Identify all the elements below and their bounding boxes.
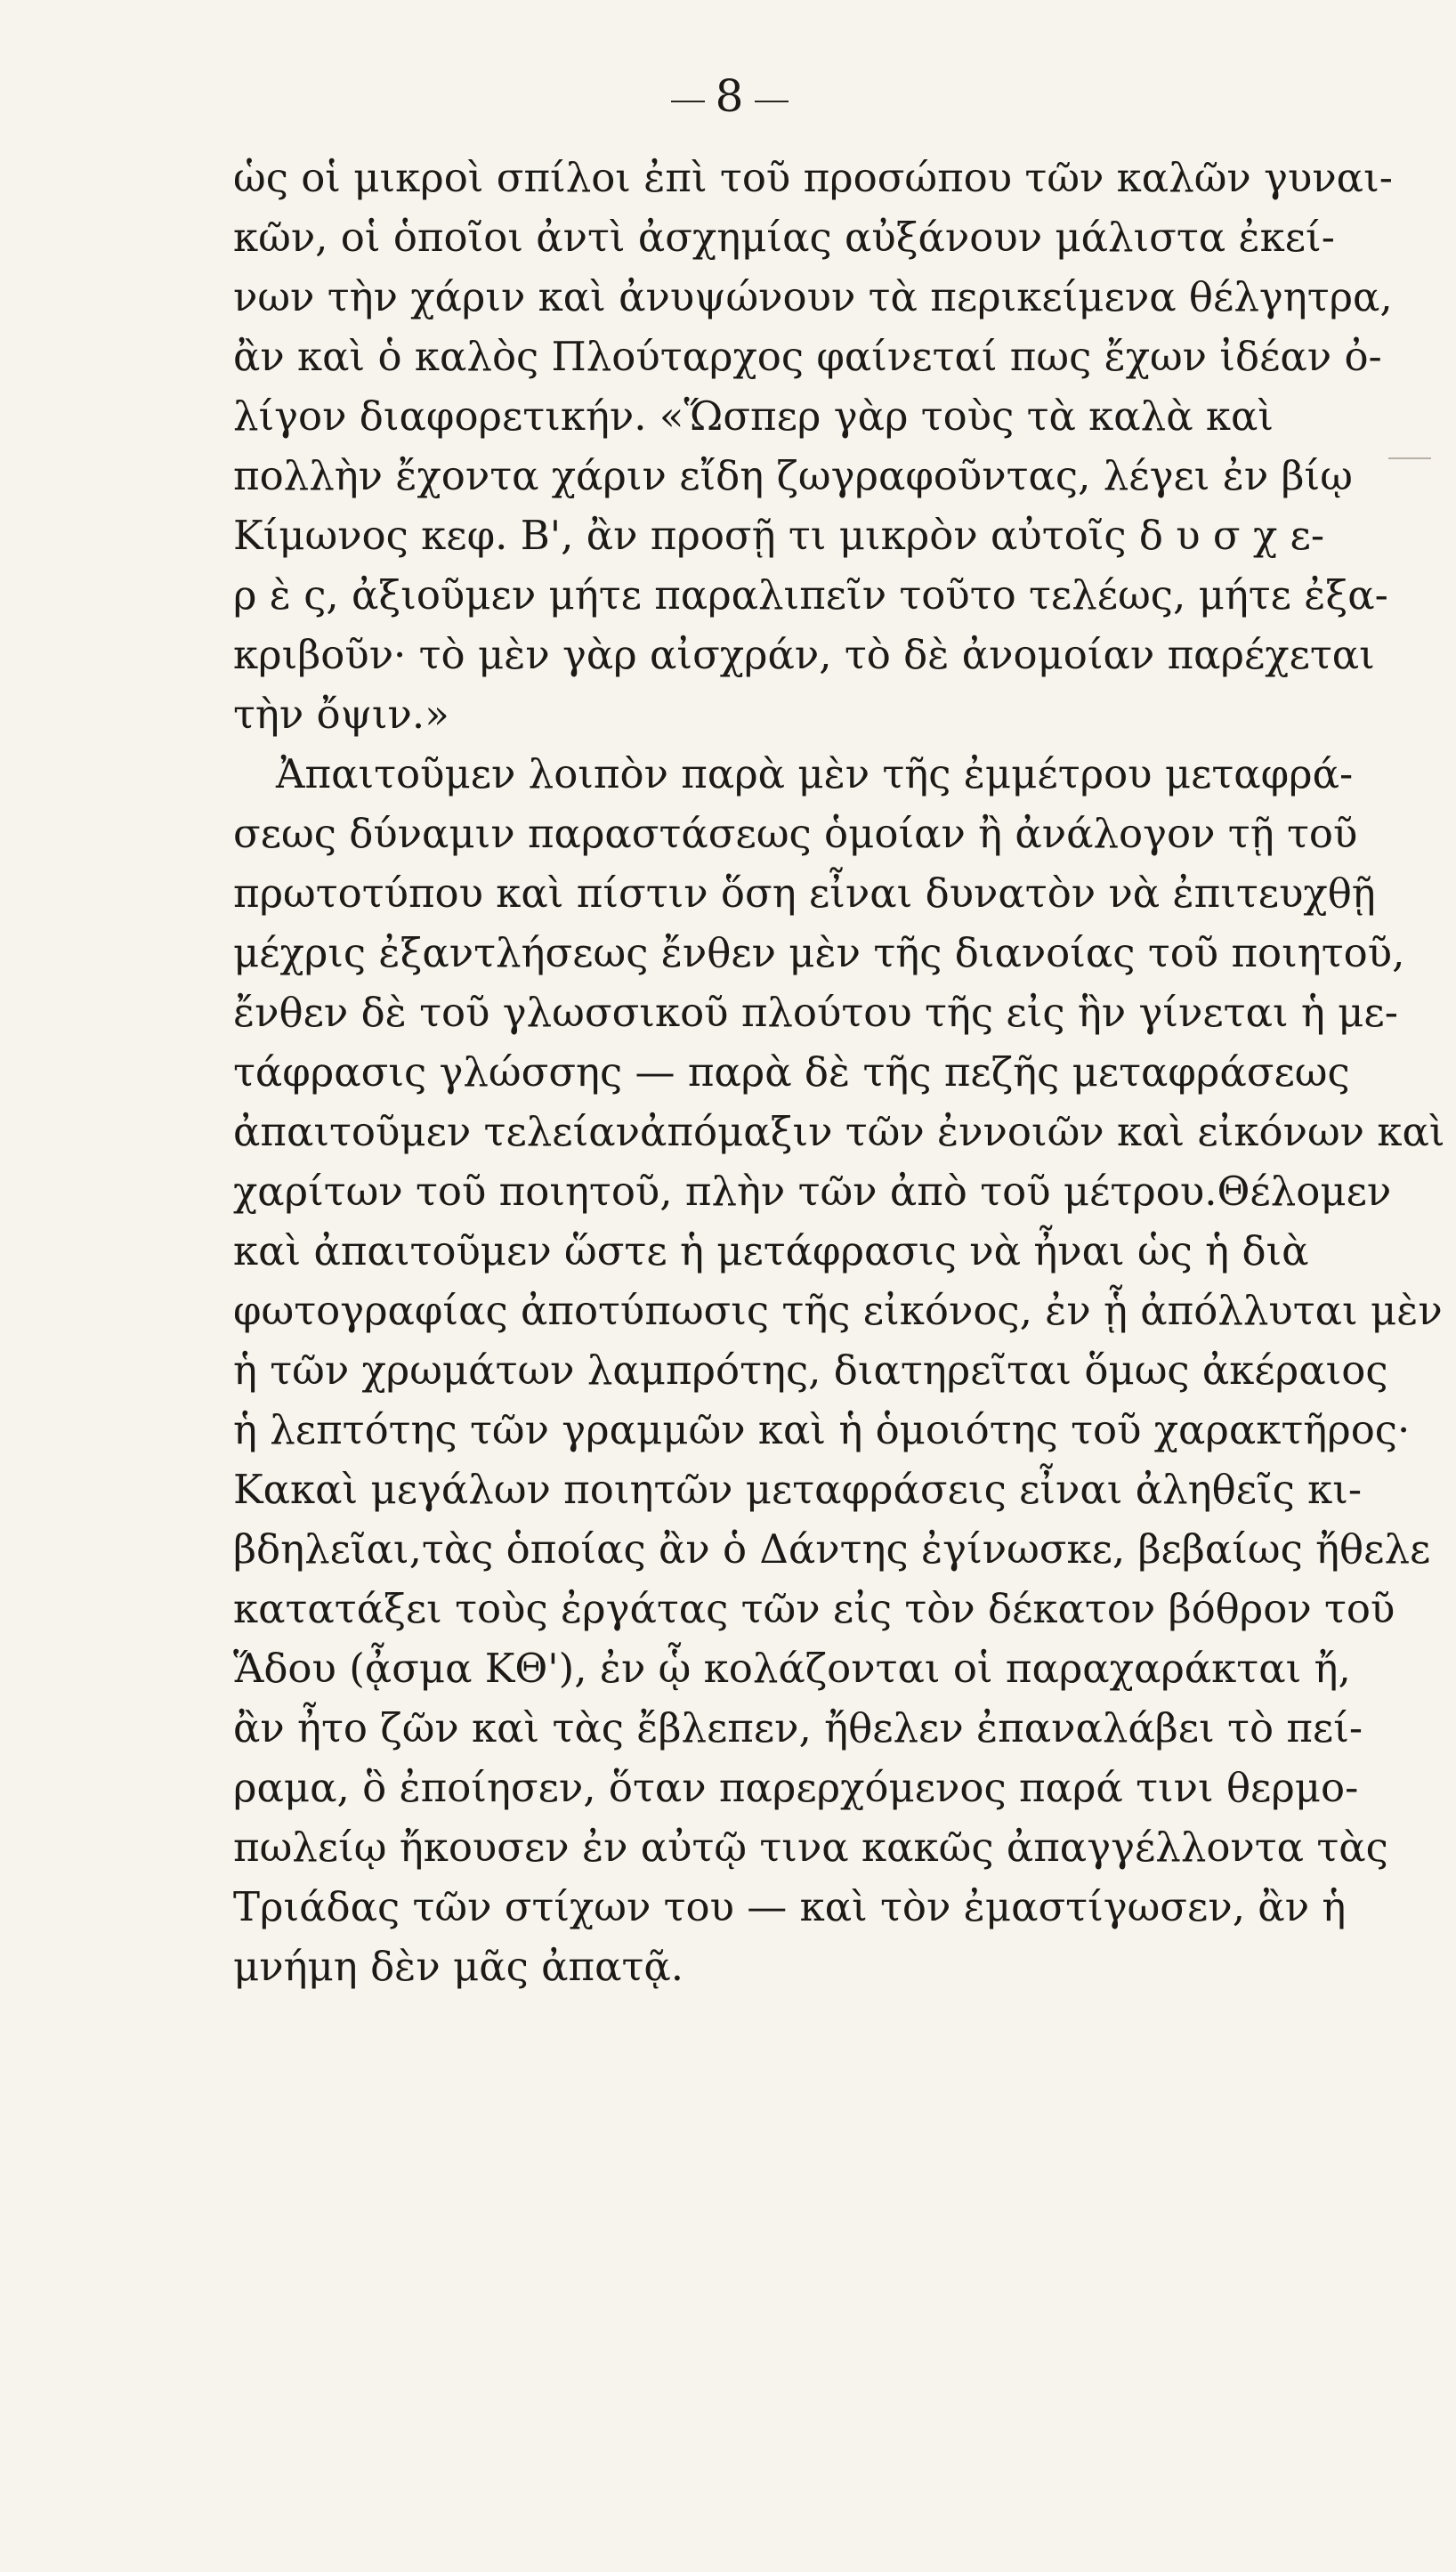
text-line-17: ἀπαιτοῦμεν τελείανἀπόμαξιν τῶν ἐννοιῶν καὶ εἰκόνων καὶ [233, 1108, 1445, 1155]
text-line-28: ραμα, ὃ ἐποίησεν, ὅταν παρερχόμενος παρά τινι θερμο- [233, 1764, 1359, 1811]
text-line-25: κατατάξει τοὺς ἐργάτας τῶν εἰς τὸν δέκατον βόθρον τοῦ [233, 1585, 1395, 1632]
text-line-18: χαρίτων τοῦ ποιητοῦ, πλὴν τῶν ἀπὸ τοῦ μέτρου.Θέλομεν [233, 1168, 1392, 1215]
text-line-27: ἂν ἦτο ζῶν καὶ τὰς ἔβλεπεν, ἤθελεν ἐπαναλάβει τὸ πεί- [233, 1704, 1363, 1751]
body-text [233, 148, 1445, 1996]
text-line-6: πολλὴν ἔχοντα χάριν εἴδη ζωγραφοῦντας, λέγει ἐν βίῳ [233, 452, 1353, 499]
text-line-3: νων τὴν χάριν καὶ ἀνυψώνουν τὰ περικείμενα θέλγητρα, [233, 273, 1393, 320]
text-line-29: πωλείῳ ἤκουσεν ἐν αὐτῷ τινα κακῶς ἀπαγγέλλοντα τὰς [233, 1824, 1388, 1871]
text-line-11: Ἀπαιτοῦμεν λοιπὸν παρὰ μὲν τῆς ἐμμέτρου μεταφρά- [276, 750, 1354, 797]
text-line-14: μέχρις ἐξαντλήσεως ἔνθεν μὲν τῆς διανοίας τοῦ ποιητοῦ, [233, 929, 1405, 976]
text-line-23: Κακαὶ μεγάλων ποιητῶν μεταφράσεις εἶναι ἀληθεῖς κι- [233, 1466, 1363, 1513]
text-line-1: ὡς οἱ μικροὶ σπίλοι ἐπὶ τοῦ προσώπου τῶν καλῶν γυναι- [233, 154, 1393, 201]
text-line-2: κῶν, οἱ ὁποῖοι ἀντὶ ἀσχημίας αὐξάνουν μάλιστα ἐκεί- [233, 214, 1335, 261]
margin-mark [1388, 457, 1431, 459]
text-line-30: Τριάδας τῶν στίχων του — καὶ τὸν ἐμαστίγωσεν, ἂν ἡ [233, 1883, 1347, 1930]
text-line-4: ἂν καὶ ὁ καλὸς Πλούταρχος φαίνεταί πως ἔχων ἰδέαν ὀ- [233, 333, 1382, 380]
text-line-8: ρ ὲ ς, ἀξιοῦμεν μήτε παραλιπεῖν τοῦτο τελέως, μήτε ἐξα- [233, 571, 1388, 619]
text-line-5: λίγον διαφορετικήν. «Ὥσπερ γὰρ τοὺς τὰ καλὰ καὶ [233, 392, 1274, 440]
text-line-12: σεως δύναμιν παραστάσεως ὁμοίαν ἢ ἀνάλογον τῇ τοῦ [233, 810, 1358, 857]
text-line-15: ἔνθεν δὲ τοῦ γλωσσικοῦ πλούτου τῆς εἰς ἣν γίνεται ἡ με- [233, 989, 1398, 1036]
text-line-16: τάφρασις γλώσσης — παρὰ δὲ τῆς πεζῆς μεταφράσεως [233, 1048, 1350, 1096]
text-line-19: καὶ ἀπαιτοῦμεν ὥστε ἡ μετάφρασις νὰ ἦναι ὡς ἡ διὰ [233, 1227, 1309, 1274]
page-header [650, 69, 810, 123]
text-line-13: πρωτοτύπου καὶ πίστιν ὅση εἶναι δυνατὸν νὰ ἐπιτευχθῇ [233, 869, 1376, 917]
header-right-dash [755, 101, 789, 102]
text-line-22: ἡ λεπτότης τῶν γραμμῶν καὶ ἡ ὁμοιότης τοῦ χαρακτῆρος· [233, 1406, 1411, 1453]
text-line-24: βδηλεῖαι,τὰς ὁποίας ἂν ὁ Δάντης ἐγίνωσκε, βεβαίως ἤθελε [233, 1525, 1431, 1573]
text-line-20: φωτογραφίας ἀποτύπωσις τῆς εἰκόνος, ἐν ᾗ ἀπόλλυται μὲν [233, 1287, 1443, 1334]
text-line-9: κριβοῦν· τὸ μὲν γὰρ αἰσχράν, τὸ δὲ ἀνομοίαν παρέχεται [233, 631, 1375, 678]
text-line-21: ἡ τῶν χρωμάτων λαμπρότης, διατηρεῖται ὅμως ἀκέραιος [233, 1347, 1388, 1394]
text-line-31: μνήμη δὲν μᾶς ἀπατᾷ. [233, 1943, 684, 1990]
header-left-dash [671, 101, 705, 102]
text-line-7: Κίμωνος κεφ. Β', ἂν προσῇ τι μικρὸν αὐτοῖς δ υ σ χ ε- [233, 512, 1325, 559]
text-line-26: Ἅδου (ᾆσμα ΚΘ'), ἐν ᾧ κολάζονται οἱ παραχαράκται ἤ, [233, 1645, 1351, 1692]
text-line-10: τὴν ὄψιν.» [233, 691, 449, 738]
page-number: 8 [715, 70, 745, 122]
